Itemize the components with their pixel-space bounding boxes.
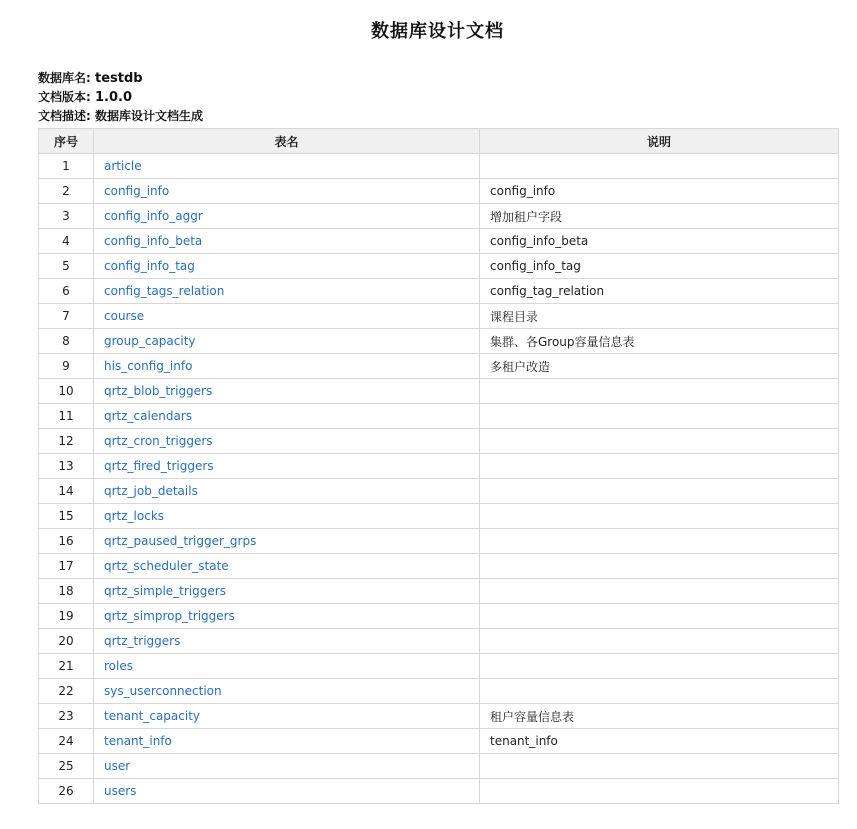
row-name-cell bbox=[94, 704, 480, 729]
description-label: 文档描述: bbox=[38, 109, 91, 123]
row-description: 租户容量信息表 bbox=[480, 704, 839, 729]
row-name-cell bbox=[94, 204, 480, 229]
row-name-cell bbox=[94, 379, 480, 404]
row-description: 集群、各Group容量信息表 bbox=[480, 329, 839, 354]
table-name-link[interactable]: config_info_aggr bbox=[104, 209, 203, 223]
table-name-link[interactable]: qrtz_paused_trigger_grps bbox=[104, 534, 257, 548]
table-row bbox=[39, 354, 839, 379]
table-row bbox=[39, 779, 839, 804]
row-name-cell bbox=[94, 779, 480, 804]
row-index: 7 bbox=[39, 304, 94, 329]
table-name-link[interactable]: article bbox=[104, 159, 142, 173]
row-description bbox=[480, 404, 839, 429]
row-index: 9 bbox=[39, 354, 94, 379]
row-name-cell bbox=[94, 529, 480, 554]
row-name-cell bbox=[94, 604, 480, 629]
table-name-link[interactable]: config_tags_relation bbox=[104, 284, 225, 298]
row-name-cell bbox=[94, 629, 480, 654]
row-name-cell bbox=[94, 354, 480, 379]
table-row bbox=[39, 154, 839, 179]
row-description: tenant_info bbox=[480, 729, 839, 754]
table-name-link[interactable]: users bbox=[104, 784, 137, 798]
header-table-name: 表名 bbox=[94, 129, 480, 154]
row-index: 19 bbox=[39, 604, 94, 629]
table-name-link[interactable]: group_capacity bbox=[104, 334, 196, 348]
table-row bbox=[39, 479, 839, 504]
row-description: config_info_beta bbox=[480, 229, 839, 254]
row-index: 20 bbox=[39, 629, 94, 654]
row-index: 26 bbox=[39, 779, 94, 804]
row-index: 22 bbox=[39, 679, 94, 704]
description-row bbox=[38, 107, 203, 125]
table-name-link[interactable]: tenant_capacity bbox=[104, 709, 201, 723]
row-name-cell bbox=[94, 679, 480, 704]
table-row bbox=[39, 379, 839, 404]
row-name-cell bbox=[94, 329, 480, 354]
row-index: 3 bbox=[39, 204, 94, 229]
db-name-label: 数据库名: bbox=[38, 71, 91, 85]
table-row bbox=[39, 754, 839, 779]
row-description bbox=[480, 154, 839, 179]
table-name-link[interactable]: user bbox=[104, 759, 131, 773]
row-name-cell bbox=[94, 554, 480, 579]
table-row bbox=[39, 729, 839, 754]
row-name-cell bbox=[94, 654, 480, 679]
header-description: 说明 bbox=[480, 129, 839, 154]
row-name-cell bbox=[94, 154, 480, 179]
table-name-link[interactable]: qrtz_job_details bbox=[104, 484, 198, 498]
table-row bbox=[39, 179, 839, 204]
version-row bbox=[38, 88, 203, 107]
table-row bbox=[39, 254, 839, 279]
table-row bbox=[39, 404, 839, 429]
row-description: config_tag_relation bbox=[480, 279, 839, 304]
row-description bbox=[480, 504, 839, 529]
table-name-link[interactable]: qrtz_cron_triggers bbox=[104, 434, 213, 448]
row-index: 13 bbox=[39, 454, 94, 479]
table-row bbox=[39, 329, 839, 354]
row-name-cell bbox=[94, 504, 480, 529]
table-name-link[interactable]: qrtz_blob_triggers bbox=[104, 384, 213, 398]
row-index: 10 bbox=[39, 379, 94, 404]
row-description bbox=[480, 679, 839, 704]
table-name-link[interactable]: qrtz_fired_triggers bbox=[104, 459, 214, 473]
row-index: 15 bbox=[39, 504, 94, 529]
row-index: 4 bbox=[39, 229, 94, 254]
db-name-value: testdb bbox=[95, 71, 143, 86]
row-name-cell bbox=[94, 254, 480, 279]
table-row bbox=[39, 229, 839, 254]
row-index: 2 bbox=[39, 179, 94, 204]
description-value: 数据库设计文档生成 bbox=[95, 109, 204, 123]
row-description bbox=[480, 754, 839, 779]
row-name-cell bbox=[94, 229, 480, 254]
table-name-link[interactable]: qrtz_simple_triggers bbox=[104, 584, 226, 598]
table-row bbox=[39, 504, 839, 529]
table-name-link[interactable]: qrtz_triggers bbox=[104, 634, 181, 648]
row-index: 11 bbox=[39, 404, 94, 429]
row-index: 1 bbox=[39, 154, 94, 179]
row-index: 24 bbox=[39, 729, 94, 754]
table-row bbox=[39, 429, 839, 454]
row-name-cell bbox=[94, 729, 480, 754]
row-index: 5 bbox=[39, 254, 94, 279]
row-description bbox=[480, 779, 839, 804]
table-name-link[interactable]: tenant_info bbox=[104, 734, 172, 748]
row-description bbox=[480, 604, 839, 629]
table-list bbox=[38, 128, 839, 804]
table-name-link[interactable]: his_config_info bbox=[104, 359, 193, 373]
table-row bbox=[39, 629, 839, 654]
row-index: 14 bbox=[39, 479, 94, 504]
row-description: config_info bbox=[480, 179, 839, 204]
row-description bbox=[480, 579, 839, 604]
row-description bbox=[480, 529, 839, 554]
table-row bbox=[39, 654, 839, 679]
row-index: 8 bbox=[39, 329, 94, 354]
table-name-link[interactable]: roles bbox=[104, 659, 133, 673]
row-name-cell bbox=[94, 404, 480, 429]
row-index: 16 bbox=[39, 529, 94, 554]
row-description bbox=[480, 454, 839, 479]
row-name-cell bbox=[94, 304, 480, 329]
table-header-row bbox=[39, 129, 839, 154]
table-name-link[interactable]: config_info_beta bbox=[104, 234, 203, 248]
row-index: 18 bbox=[39, 579, 94, 604]
row-description bbox=[480, 429, 839, 454]
row-index: 21 bbox=[39, 654, 94, 679]
table-name-link[interactable]: qrtz_simprop_triggers bbox=[104, 609, 235, 623]
row-description: 增加租户字段 bbox=[480, 204, 839, 229]
version-label: 文档版本: bbox=[38, 90, 91, 104]
table-row bbox=[39, 279, 839, 304]
table-name-link[interactable]: qrtz_locks bbox=[104, 509, 165, 523]
table-row bbox=[39, 679, 839, 704]
table-name-link[interactable]: qrtz_scheduler_state bbox=[104, 559, 229, 573]
table-row bbox=[39, 554, 839, 579]
row-name-cell bbox=[94, 279, 480, 304]
table-name-link[interactable]: sys_userconnection bbox=[104, 684, 222, 698]
table-row bbox=[39, 529, 839, 554]
row-index: 25 bbox=[39, 754, 94, 779]
table-name-link[interactable]: config_info_tag bbox=[104, 259, 195, 273]
page-title: 数据库设计文档 bbox=[371, 21, 504, 42]
document-meta bbox=[38, 69, 203, 125]
row-name-cell bbox=[94, 179, 480, 204]
row-index: 6 bbox=[39, 279, 94, 304]
row-name-cell bbox=[94, 579, 480, 604]
row-description bbox=[480, 554, 839, 579]
row-description bbox=[480, 379, 839, 404]
table-name-link[interactable]: config_info bbox=[104, 184, 170, 198]
table-body bbox=[39, 154, 839, 804]
table-row bbox=[39, 704, 839, 729]
table-name-link[interactable]: qrtz_calendars bbox=[104, 409, 192, 423]
row-description bbox=[480, 654, 839, 679]
table-row bbox=[39, 579, 839, 604]
table-name-link[interactable]: course bbox=[104, 309, 145, 323]
table-row bbox=[39, 604, 839, 629]
table-row bbox=[39, 454, 839, 479]
db-name-row bbox=[38, 69, 203, 88]
row-description: config_info_tag bbox=[480, 254, 839, 279]
row-name-cell bbox=[94, 754, 480, 779]
row-description: 多租户改造 bbox=[480, 354, 839, 379]
row-index: 23 bbox=[39, 704, 94, 729]
row-name-cell bbox=[94, 479, 480, 504]
row-description: 课程目录 bbox=[480, 304, 839, 329]
row-index: 12 bbox=[39, 429, 94, 454]
row-name-cell bbox=[94, 454, 480, 479]
row-description bbox=[480, 629, 839, 654]
table-row bbox=[39, 204, 839, 229]
header-index: 序号 bbox=[39, 129, 94, 154]
row-index: 17 bbox=[39, 554, 94, 579]
row-description bbox=[480, 479, 839, 504]
version-value: 1.0.0 bbox=[95, 90, 133, 105]
table-row bbox=[39, 304, 839, 329]
row-name-cell bbox=[94, 429, 480, 454]
